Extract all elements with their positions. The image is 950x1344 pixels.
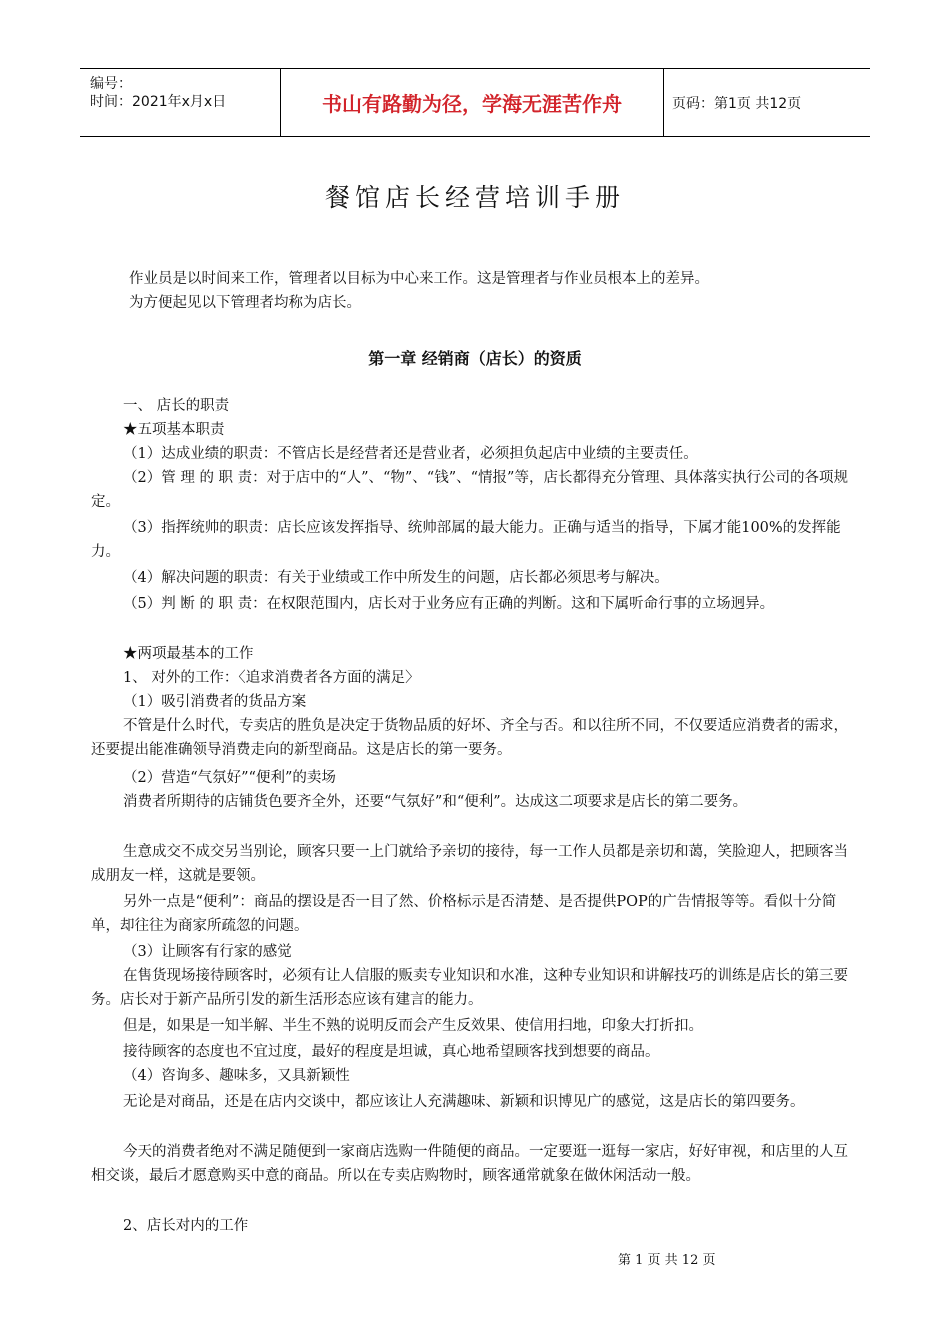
paragraph: 在售货现场接待顾客时，必须有让人信服的贩卖专业知识和水准，这种专业知识和讲解技巧的训练是店长的第三要务。店长对于新产品所引发的新生活形态应该有建言的能力。 [91, 968, 848, 1008]
paragraph: （3）指挥统帅的职责：店长应该发挥指导、统帅部属的最大能力。正确与适当的指导，下属才能100%的发挥能力。 [91, 520, 841, 560]
subheading: ★两项最基本的工作 [123, 646, 254, 662]
paragraph: （3）让顾客有行家的感觉 [123, 944, 292, 960]
paragraph: 不管是什么时代，专卖店的胜负是决定于货物品质的好坏、齐全与否。和以往所不同，不仅要适应消费者的需求，还要提出能准确领导消费走向的新型商品。这是店长的第一要务。 [91, 718, 848, 758]
paragraph: （1）达成业绩的职责：不管店长是经营者还是营业者，必须担负起店中业绩的主要责任。 [123, 446, 698, 462]
paragraph: 消费者所期待的店铺货色要齐全外，还要“气氛好”和“便利”。达成这二项要求是店长的第二要务。 [123, 794, 748, 810]
intro-paragraph: 作业员是以时间来工作，管理者以目标为中心来工作。这是管理者与作业员根本上的差异。 [129, 271, 709, 287]
footer-page-number: 第 1 页 共 12 页 [618, 1253, 716, 1268]
header-motto: 书山有路勤为径，学海无涯苦作舟 [281, 69, 664, 136]
subheading: ★五项基本职责 [123, 422, 225, 438]
paragraph: 接待顾客的态度也不宜过度，最好的程度是坦诚，真心地希望顾客找到想要的商品。 [123, 1044, 660, 1060]
paragraph: 另外一点是“便利”：商品的摆设是否一目了然、价格标示是否清楚、是否提供POP的广告情报等等。看似十分简单，却往往为商家所疏忽的问题。 [91, 894, 837, 934]
paragraph: 1、 对外的工作：〈追求消费者各方面的满足〉 [123, 670, 420, 686]
paragraph: （4）咨询多、趣味多，又具新颖性 [123, 1068, 350, 1084]
number-label: 编号： [90, 76, 132, 92]
paragraph: （4）解决问题的职责：有关于业绩或工作中所发生的问题，店长都必须思考与解决。 [123, 570, 669, 586]
paragraph: 但是，如果是一知半解、半生不熟的说明反而会产生反效果、使信用扫地，印象大打折扣。 [123, 1018, 703, 1034]
header-page-info: 页码：第1页 共12页 [672, 95, 802, 112]
section-heading: 一、 店长的职责 [123, 398, 230, 414]
date-label: 时间：2021年x月x日 [90, 94, 227, 110]
paragraph: 生意成交不成交另当别论，顾客只要一上门就给予亲切的接待，每一工作人员都是亲切和蔼，笑脸迎人，把顾客当成朋友一样，这就是要领。 [91, 844, 848, 884]
intro-paragraph: 为方便起见以下管理者均称为店长。 [129, 295, 361, 311]
paragraph: （1）吸引消费者的货品方案 [123, 694, 307, 710]
paragraph: （2）营造“气氛好”“便利”的卖场 [123, 770, 336, 786]
page-header [80, 68, 870, 137]
chapter-heading: 第一章 经销商（店长）的资质 [368, 349, 582, 368]
document-title: 餐馆店长经营培训手册 [324, 183, 625, 212]
paragraph: （5）判 断 的 职 责：在权限范围内，店长对于业务应有正确的判断。这和下属听命行事的立场迥异。 [123, 596, 775, 612]
paragraph: 2、店长对内的工作 [123, 1218, 249, 1234]
paragraph: 无论是对商品，还是在店内交谈中，都应该让人充满趣味、新颖和识博见广的感觉，这是店长的第四要务。 [123, 1094, 805, 1110]
header-meta [80, 69, 281, 136]
paragraph: 今天的消费者绝对不满足随便到一家商店选购一件随便的商品。一定要逛一逛每一家店，好好审视，和店里的人互相交谈，最后才愿意购买中意的商品。所以在专卖店购物时，顾客通常就象在做休闲活动一般。 [91, 1144, 848, 1184]
paragraph: （2）管 理 的 职 责：对于店中的“人”、“物”、“钱”、“情报”等，店长都得充分管理、具体落实执行公司的各项规定。 [91, 470, 848, 510]
